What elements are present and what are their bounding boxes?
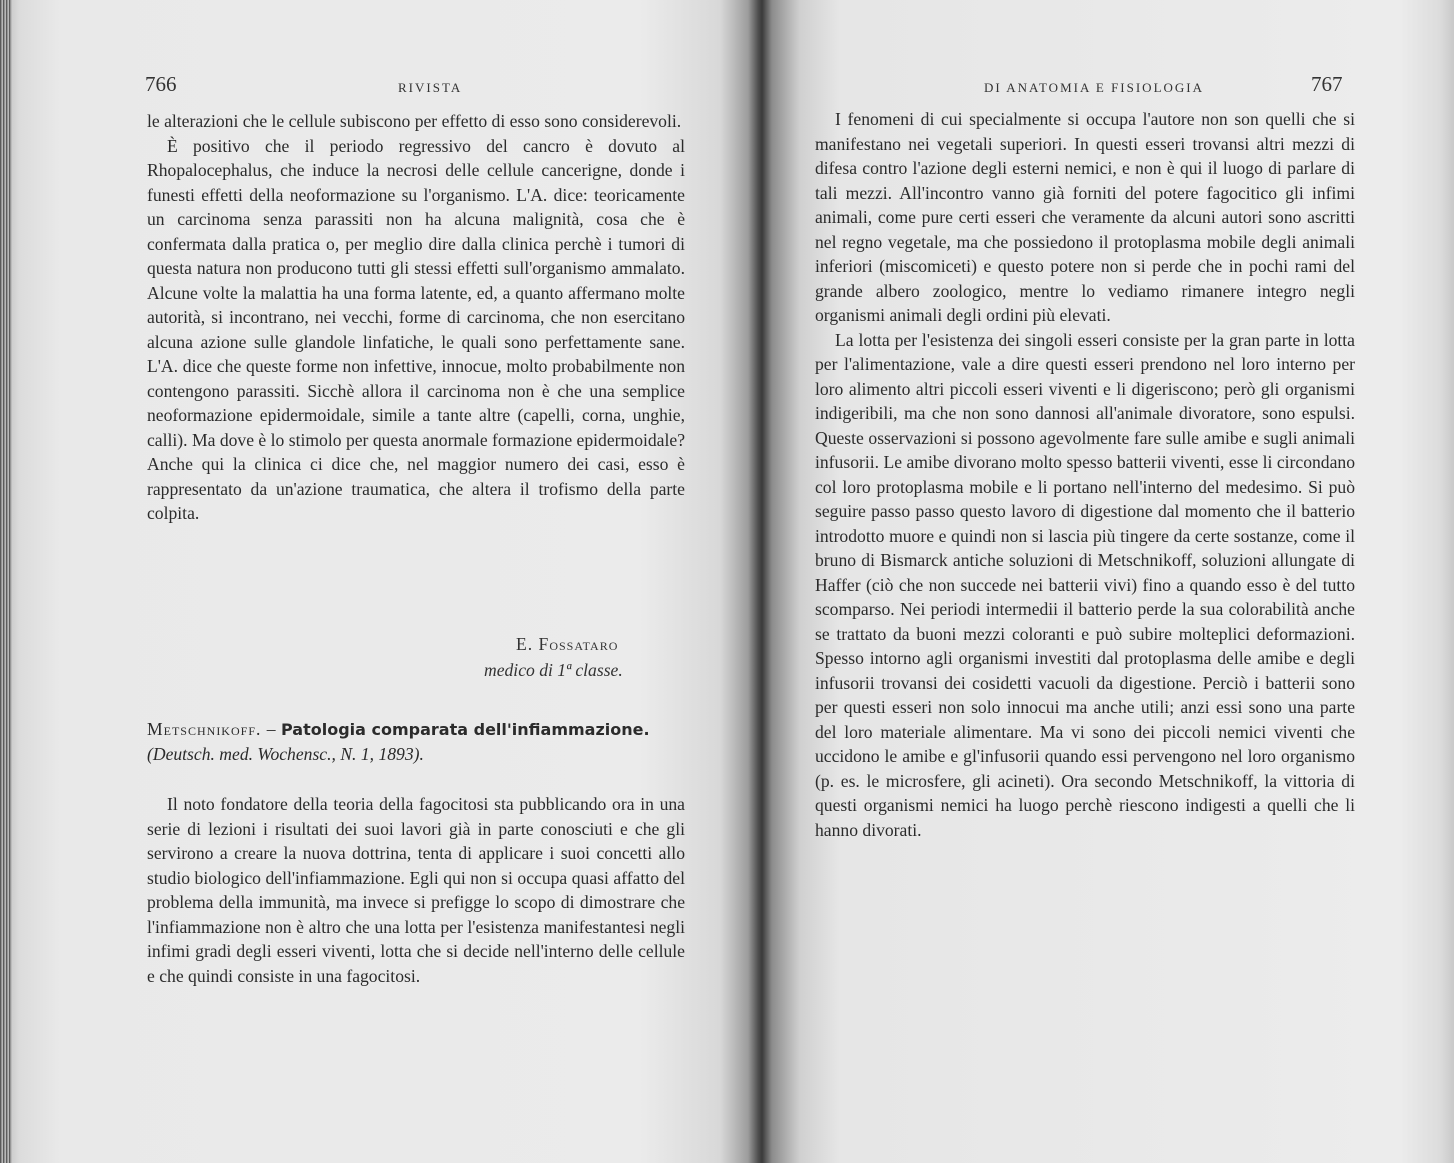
paragraph: La lotta per l'esistenza dei singoli esseri consiste per la gran parte in lotta per l'alimentazione, vale a dire questi esseri prendono nel loro interno per loro alimento altri piccoli esseri viventi e li digeriscono; però gli organismi indigeribili, ma che non sono dannosi all'animale divoratore, sono espulsi. Queste osservazioni si possono agevolmente fare sulle amibe e sugli animali infusorii. Le amibe divorano molto spesso batterii viventi, esse li circondano col loro protoplasma mobile e li portano nell'interno del medesimo. Si può seguire passo passo questo lavoro di digestione dal momento che il batterio introdotto muore e quindi non si lascia più tingere da certe sostanze, come il bruno di Bismarck antiche soluzioni di Metschnikoff, soluzioni allungate di Haffer (ciò che non succede nei batterii vivi) fino a quando esso è del tutto scomparso. Nei periodi intermedii il batterio perde la sua colorabilità anche se trattato da buoni mezzi coloranti e può subire molteplici deformazioni. Spesso intorno agli organismi investiti dal protoplasma delle amibe e degli infusorii trovansi dei cosidetti vacuoli da digestione. Perciò i batterii sono per questi esseri non solo innocui ma anche utili; anzi essi sono una parte del loro materiale alimentare. Ma vi sono dei piccoli nemici viventi che uccidono le amibe e gl'infusorii quando essi pervengono nel loro organismo (p. es. le microsfere, gli acineti). Ora secondo Metschnikoff, la vittoria di questi organismi nemici ha luogo perchè riescono indigesti a quelli che li hanno divorati.: [815, 329, 1355, 840]
right-page: [760, 0, 1454, 1163]
page-number-right: 767: [1311, 72, 1343, 96]
paragraph: È positivo che il periodo regressivo del cancro è dovuto al Rhopalocephalus, che induce la necrosi delle cellule cancerigne, donde i funesti effetti della neoformazione su l'organismo. L'A. dice: teoricamente un carcinoma senza parassiti non ha alcuna malignità, cosa che è confermata dalla pratica o, per meglio dire dalla clinica perchè i tumori di questa natura non producono tutti gli stessi effetti sull'organismo ammalato. Alcune volte la malattia ha una forma latente, ed, a quanto affermano molte autorità, si incontrano, nei vecchi, forme di carcinoma, che non esercitano alcuna azione sulle glandole linfatiche, le quali sono perfettamente sane. L'A. dice che queste forme non infettive, innocue, molto probabilmente non contengono parassiti. Sicchè allora il carcinoma non è che una semplice neoformazione epidermoidale, simile a tante altre (capelli, corna, unghie, calli). Ma dove è lo stimolo per questa anormale formazione epidermoidale? Anche qui la clinica ci dice che, nel maggior numero dei casi, esso è rappresentato da un'azione traumatica, che altera il trofismo della parte colpita.: [147, 135, 685, 523]
running-head-right: DI ANATOMIA E FISIOLOGIA: [984, 80, 1205, 95]
review-heading: [147, 717, 685, 767]
paragraph: I fenomeni di cui specialmente si occupa l'autore non son quelli che si manifestano nei vegetali superiori. In questi esseri trovansi altri mezzi di difesa contro l'azione degli esterni nemici, e non è qui il luogo di parlare di tali mezzi. All'incontro vanno già forniti del potere fagocitico gli infimi animali, come pure certi esseri che veramente da alcuni autori sono ascritti nel regno vegetale, ma che possiedono il protoplasma mobile degli animali inferiori (miscomiceti) e questo potere non si perde che in pochi rami del grande albero zoologico, mentre lo vediamo rimanere integro negli organismi animali degli ordini più elevati.: [815, 109, 1355, 325]
left-body-2: [147, 792, 685, 988]
left-body: [147, 109, 685, 526]
paragraph: le alterazioni che le cellule subiscono per effetto di esso sono considerevoli.: [147, 111, 682, 131]
page-number-left: 766: [145, 72, 177, 96]
review-title: Patologia comparata dell'infiammazione.: [281, 720, 650, 739]
paragraph: Il noto fondatore della teoria della fagocitosi sta pubblicando ora in una serie di lezioni i risultati dei suoi lavori già in parte conosciuti e che gli servirono a creare la nuova dottrina, tenta di applicare i suoi concetti allo studio biologico dell'infiammazione. Egli qui non si occupa quasi affatto del problema della immunità, ma invece si prefigge lo scopo di dimostrare che l'infiammazione non è altro che una lotta per l'esistenza manifestantesi negli infimi gradi degli esseri viventi, lotta che si decide nell'interno delle cellule e che quindi consiste in una fagocitosi.: [147, 794, 685, 986]
signature-role: medico di 1ª classe.: [484, 660, 623, 680]
signature-name: E. Fossataro: [516, 634, 619, 654]
right-body: [815, 107, 1355, 842]
review-source: (Deutsch. med. Wochensc., N. 1, 1893).: [147, 744, 424, 764]
running-head-left: RIVISTA: [398, 80, 463, 95]
review-author: Metschnikoff. –: [147, 719, 277, 739]
